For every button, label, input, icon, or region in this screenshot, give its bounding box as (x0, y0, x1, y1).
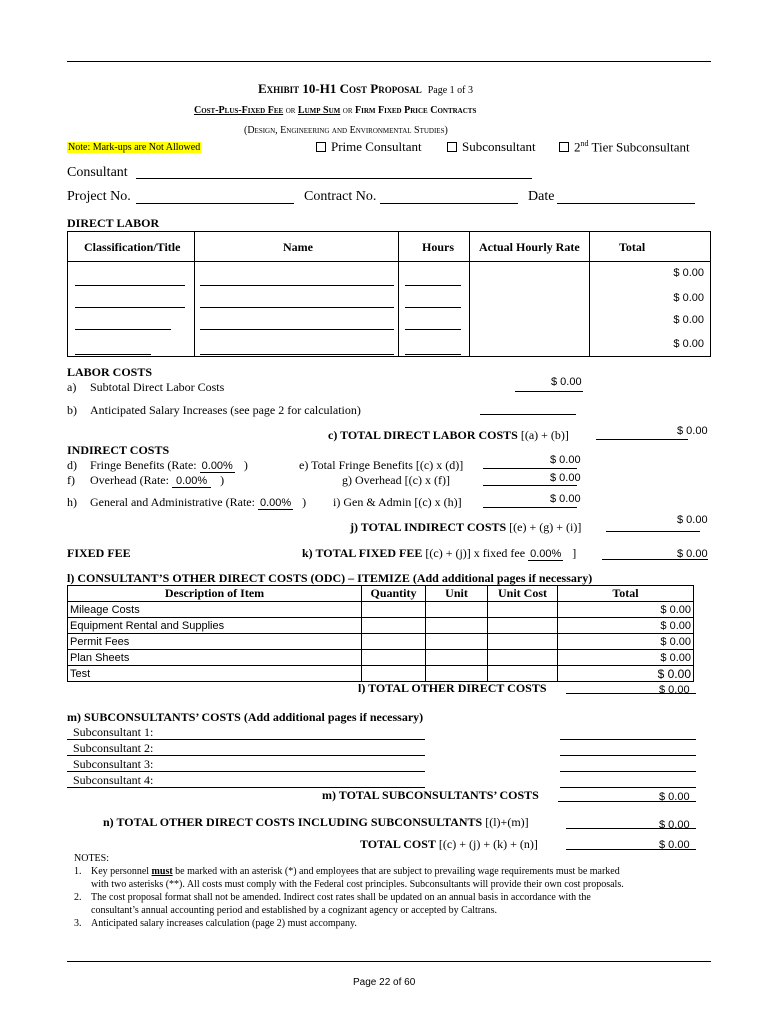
odc-total: $ 0.00 (558, 666, 694, 682)
contract-type-cpff: Cost-Plus-Fixed Fee (194, 105, 284, 116)
odc-unit-cell[interactable] (426, 634, 488, 650)
odc-total-label: l) TOTAL OTHER DIRECT COSTS (358, 681, 547, 695)
note-1-line2: with two asterisks (**). All costs must comply with the Federal cost principles. Subconsultants will provide their own cost proposals. (91, 879, 624, 890)
note-1-post: be marked with an asterisk (*) and employees that are subject to prevailing wage requirements must be marked (175, 866, 620, 877)
odc-col-unit: Unit (426, 586, 488, 602)
labor-b-label: Anticipated Salary Increases (see page 2 for calculation) (90, 403, 361, 417)
note-1-pre: Key personnel (91, 866, 150, 877)
exhibit-title-main: Exhibit 10-H1 Cost Proposal (258, 81, 422, 96)
labor-b-letter: b) (67, 403, 77, 417)
odc-quantity-cell[interactable] (362, 634, 426, 650)
labor-total-1: $ 0.00 (673, 267, 704, 279)
consultant-label: Consultant (67, 165, 128, 180)
subconsultant-4-amount[interactable] (560, 787, 696, 788)
note-2-number: 2. (74, 892, 82, 903)
labor-hours-field-2[interactable] (405, 307, 461, 308)
labor-b-field[interactable] (480, 414, 576, 415)
odc-row (68, 634, 694, 650)
labor-name-field-1[interactable] (200, 285, 394, 286)
page-number: Page 22 of 60 (353, 977, 416, 988)
odc-total: $ 0.00 (558, 618, 694, 634)
indirect-g-label: g) Overhead [(c) x (f)] (342, 473, 450, 487)
total-cost-formula: [(c) + (j) + (k) + (n)] (438, 837, 538, 851)
markup-note: Note: Mark-ups are Not Allowed (68, 142, 201, 153)
n-total-label: n) TOTAL OTHER DIRECT COSTS INCLUDING SUBCONSULTANTS (103, 815, 483, 829)
indirect-f-row (90, 473, 224, 488)
odc-row (68, 602, 694, 618)
odc-col-description: Description of Item (68, 586, 362, 602)
contract-type-lumpsum: Lump Sum (297, 105, 341, 116)
contract-or-1: or (285, 105, 296, 116)
top-rule (67, 61, 711, 62)
odc-table (67, 585, 694, 682)
indirect-j-label: j) TOTAL INDIRECT COSTS (350, 520, 507, 534)
subconsultant-1-label: Subconsultant 1: (73, 725, 154, 739)
checkbox-tier2-num: 2 (574, 139, 581, 155)
subconsultants-heading: m) SUBCONSULTANTS’ COSTS (Add additional pages if necessary) (67, 710, 424, 724)
subconsultant-3-field[interactable] (67, 771, 425, 772)
odc-description[interactable]: Equipment Rental and Supplies (68, 618, 362, 634)
indirect-costs-heading: INDIRECT COSTS (67, 443, 170, 457)
notes-section (74, 852, 704, 930)
n-total-field[interactable] (566, 828, 696, 829)
consultant-field[interactable] (136, 178, 532, 179)
indirect-i-field[interactable] (483, 507, 577, 508)
col-hours: Hours (422, 240, 455, 254)
subconsultants-total-label: m) TOTAL SUBCONSULTANTS’ COSTS (322, 788, 539, 802)
checkbox-2nd-tier[interactable] (559, 139, 690, 155)
odc-total: $ 0.00 (558, 650, 694, 666)
project-no-field[interactable] (136, 203, 294, 204)
labor-name-field-2[interactable] (200, 307, 394, 308)
note-3-number: 3. (74, 918, 82, 929)
odc-description[interactable]: Mileage Costs (68, 602, 362, 618)
note-1-must: must (151, 866, 173, 877)
indirect-f-label: Overhead (Rate: (90, 473, 169, 487)
fringe-rate-input[interactable]: 0.00% (201, 460, 233, 472)
indirect-j-value: $ 0.00 (677, 514, 708, 526)
subconsultant-3-label: Subconsultant 3: (73, 757, 154, 771)
indirect-h-close: ) (302, 495, 307, 509)
ga-rate-input[interactable]: 0.00% (259, 497, 292, 509)
labor-a-letter: a) (67, 380, 77, 394)
subconsultant-2-label: Subconsultant 2: (73, 741, 154, 755)
n-total-value: $ 0.00 (659, 819, 690, 831)
exhibit-title-page: Page 1 of 3 (427, 85, 473, 96)
odc-total-value: $ 0.00 (659, 684, 690, 696)
total-cost-field[interactable] (566, 849, 696, 850)
contract-type-ffp: Firm Fixed Price Contracts (355, 105, 477, 116)
labor-a-value: $ 0.00 (551, 376, 582, 388)
indirect-d-row (90, 458, 248, 473)
indirect-i-value: $ 0.00 (550, 493, 581, 505)
checkbox-icon[interactable] (559, 142, 569, 152)
odc-unit-cell[interactable] (426, 618, 488, 634)
subconsultant-1-field[interactable] (67, 739, 425, 740)
contract-no-field[interactable] (380, 203, 518, 204)
contract-or-2: or (342, 105, 353, 116)
fixed-fee-rate-input[interactable]: 0.00% (530, 548, 562, 560)
total-cost-row (360, 837, 538, 852)
subconsultant-3-amount[interactable] (560, 771, 696, 772)
indirect-f-letter: f) (67, 473, 75, 487)
labor-name-field-3[interactable] (200, 329, 394, 330)
indirect-e-label: e) Total Fringe Benefits [(c) x (d)] (299, 458, 464, 472)
indirect-g-value: $ 0.00 (550, 472, 581, 484)
labor-hours-field-3[interactable] (405, 329, 461, 330)
checkbox-icon[interactable] (316, 142, 326, 152)
odc-description[interactable]: Permit Fees (68, 634, 362, 650)
odc-unit-cell[interactable] (426, 650, 488, 666)
labor-hours-field-4[interactable] (405, 354, 461, 355)
labor-hours-field-1[interactable] (405, 285, 461, 286)
labor-total-2: $ 0.00 (673, 292, 704, 304)
fixed-fee-close: ] (572, 546, 577, 560)
fixed-fee-value: $ 0.00 (677, 548, 708, 560)
overhead-rate-input[interactable]: 0.00% (172, 475, 211, 488)
odc-col-unit-cost: Unit Cost (488, 586, 558, 602)
indirect-h-row (90, 495, 306, 510)
odc-col-total: Total (558, 586, 694, 602)
odc-description[interactable]: Test (68, 666, 362, 682)
fixed-fee-label: k) TOTAL FIXED FEE (302, 546, 423, 560)
checkbox-subconsultant[interactable] (447, 139, 536, 155)
labor-class-field-1[interactable] (75, 285, 185, 286)
odc-unit-cost-cell[interactable] (488, 634, 558, 650)
subconsultant-4-label: Subconsultant 4: (73, 773, 154, 787)
labor-c-formula: [(a) + (b)] (520, 428, 569, 442)
odc-quantity-cell[interactable] (362, 666, 426, 682)
odc-total: $ 0.00 (558, 634, 694, 650)
fixed-fee-row (302, 546, 576, 561)
checkbox-tier2-sup: nd (580, 139, 589, 148)
indirect-h-letter: h) (67, 495, 77, 509)
exhibit-title (258, 81, 473, 97)
fixed-fee-heading: FIXED FEE (67, 546, 131, 560)
checkbox-prime-consultant[interactable] (316, 139, 422, 155)
subconsultant-2-field[interactable] (67, 755, 425, 756)
col-name: Name (283, 240, 313, 254)
indirect-i-label: i) Gen & Admin [(c) x (h)] (333, 495, 462, 509)
labor-c-value: $ 0.00 (677, 425, 708, 437)
indirect-e-field[interactable] (483, 468, 577, 469)
labor-c-label: c) TOTAL DIRECT LABOR COSTS (328, 428, 518, 442)
labor-c-row (328, 428, 569, 443)
odc-total: $ 0.00 (558, 602, 694, 618)
odc-row (68, 618, 694, 634)
odc-quantity-cell[interactable] (362, 618, 426, 634)
odc-unit-cost-cell[interactable] (488, 618, 558, 634)
notes-heading: NOTES: (74, 853, 109, 864)
labor-class-field-2[interactable] (75, 307, 185, 308)
indirect-j-formula: [(e) + (g) + (i)] (509, 520, 582, 534)
odc-unit-cost-cell[interactable] (488, 602, 558, 618)
indirect-d-label: Fringe Benefits (Rate: (90, 458, 197, 472)
checkbox-sub-label: Subconsultant (462, 139, 536, 154)
odc-row (68, 666, 694, 682)
labor-a-field[interactable] (515, 391, 583, 392)
note-3-line1: Anticipated salary increases calculation (page 2) must accompany. (91, 918, 357, 929)
contract-types (194, 105, 476, 116)
col-classification: Classification/Title (84, 240, 181, 254)
exhibit-subtitle: (Design, Engineering and Environmental Studies) (244, 125, 448, 136)
indirect-d-close: ) (243, 458, 248, 472)
indirect-j-row (350, 520, 581, 535)
n-total-formula: [(l)+(m)] (485, 815, 529, 829)
labor-total-4: $ 0.00 (673, 338, 704, 350)
note-2-line2: consultant’s annual accounting period and established by a cognizant agency or accepted by Caltrans. (91, 905, 497, 916)
date-label: Date (528, 189, 555, 204)
bottom-rule (67, 961, 711, 962)
direct-labor-heading: DIRECT LABOR (67, 216, 160, 230)
odc-quantity-cell[interactable] (362, 602, 426, 618)
col-total: Total (619, 240, 646, 254)
indirect-d-letter: d) (67, 458, 77, 472)
note-2-line1: The cost proposal format shall not be amended. Indirect cost rates shall be updated on an annual basis in accordance with the (91, 892, 591, 903)
odc-unit-cell[interactable] (426, 602, 488, 618)
odc-unit-cost-cell[interactable] (488, 666, 558, 682)
fixed-fee-formula: [(c) + (j)] x fixed fee (425, 546, 526, 560)
checkbox-tier2-label: Tier Subconsultant (591, 139, 690, 155)
fixed-fee-field[interactable] (602, 559, 708, 560)
total-cost-label: TOTAL COST (360, 837, 436, 851)
n-total-row (103, 815, 529, 830)
labor-class-field-4[interactable] (75, 354, 151, 355)
labor-class-field-3[interactable] (75, 329, 171, 330)
indirect-f-close: ) (220, 473, 225, 487)
odc-col-quantity: Quantity (362, 586, 426, 602)
subconsultant-1-amount[interactable] (560, 739, 696, 740)
labor-c-field[interactable] (596, 439, 688, 440)
indirect-e-value: $ 0.00 (550, 454, 581, 466)
indirect-h-label: General and Administrative (Rate: (90, 495, 255, 509)
contract-no-label: Contract No. (304, 189, 377, 204)
odc-unit-cell[interactable] (426, 666, 488, 682)
odc-quantity-cell[interactable] (362, 650, 426, 666)
odc-heading: l) CONSULTANT’S OTHER DIRECT COSTS (ODC) – ITEMIZE (Add additional pages if necessary) (67, 571, 593, 585)
subconsultants-total-field[interactable] (558, 801, 696, 802)
date-field[interactable] (557, 203, 695, 204)
labor-name-field-4[interactable] (200, 354, 394, 355)
indirect-j-field[interactable] (606, 531, 700, 532)
odc-total-field[interactable] (566, 693, 696, 694)
labor-a-label: Subtotal Direct Labor Costs (90, 380, 225, 394)
odc-description[interactable]: Plan Sheets (68, 650, 362, 666)
total-cost-value: $ 0.00 (659, 839, 690, 851)
odc-row (68, 650, 694, 666)
subconsultants-total-value: $ 0.00 (659, 791, 690, 803)
labor-costs-heading: LABOR COSTS (67, 365, 153, 379)
checkbox-prime-label: Prime Consultant (331, 139, 422, 154)
note-1-number: 1. (74, 866, 82, 877)
indirect-g-field[interactable] (483, 485, 577, 486)
odc-unit-cost-cell[interactable] (488, 650, 558, 666)
direct-labor-table (67, 231, 711, 357)
project-no-label: Project No. (67, 189, 131, 204)
checkbox-icon[interactable] (447, 142, 457, 152)
subconsultant-2-amount[interactable] (560, 755, 696, 756)
labor-total-3: $ 0.00 (673, 314, 704, 326)
col-hourly-rate: Actual Hourly Rate (479, 240, 580, 254)
